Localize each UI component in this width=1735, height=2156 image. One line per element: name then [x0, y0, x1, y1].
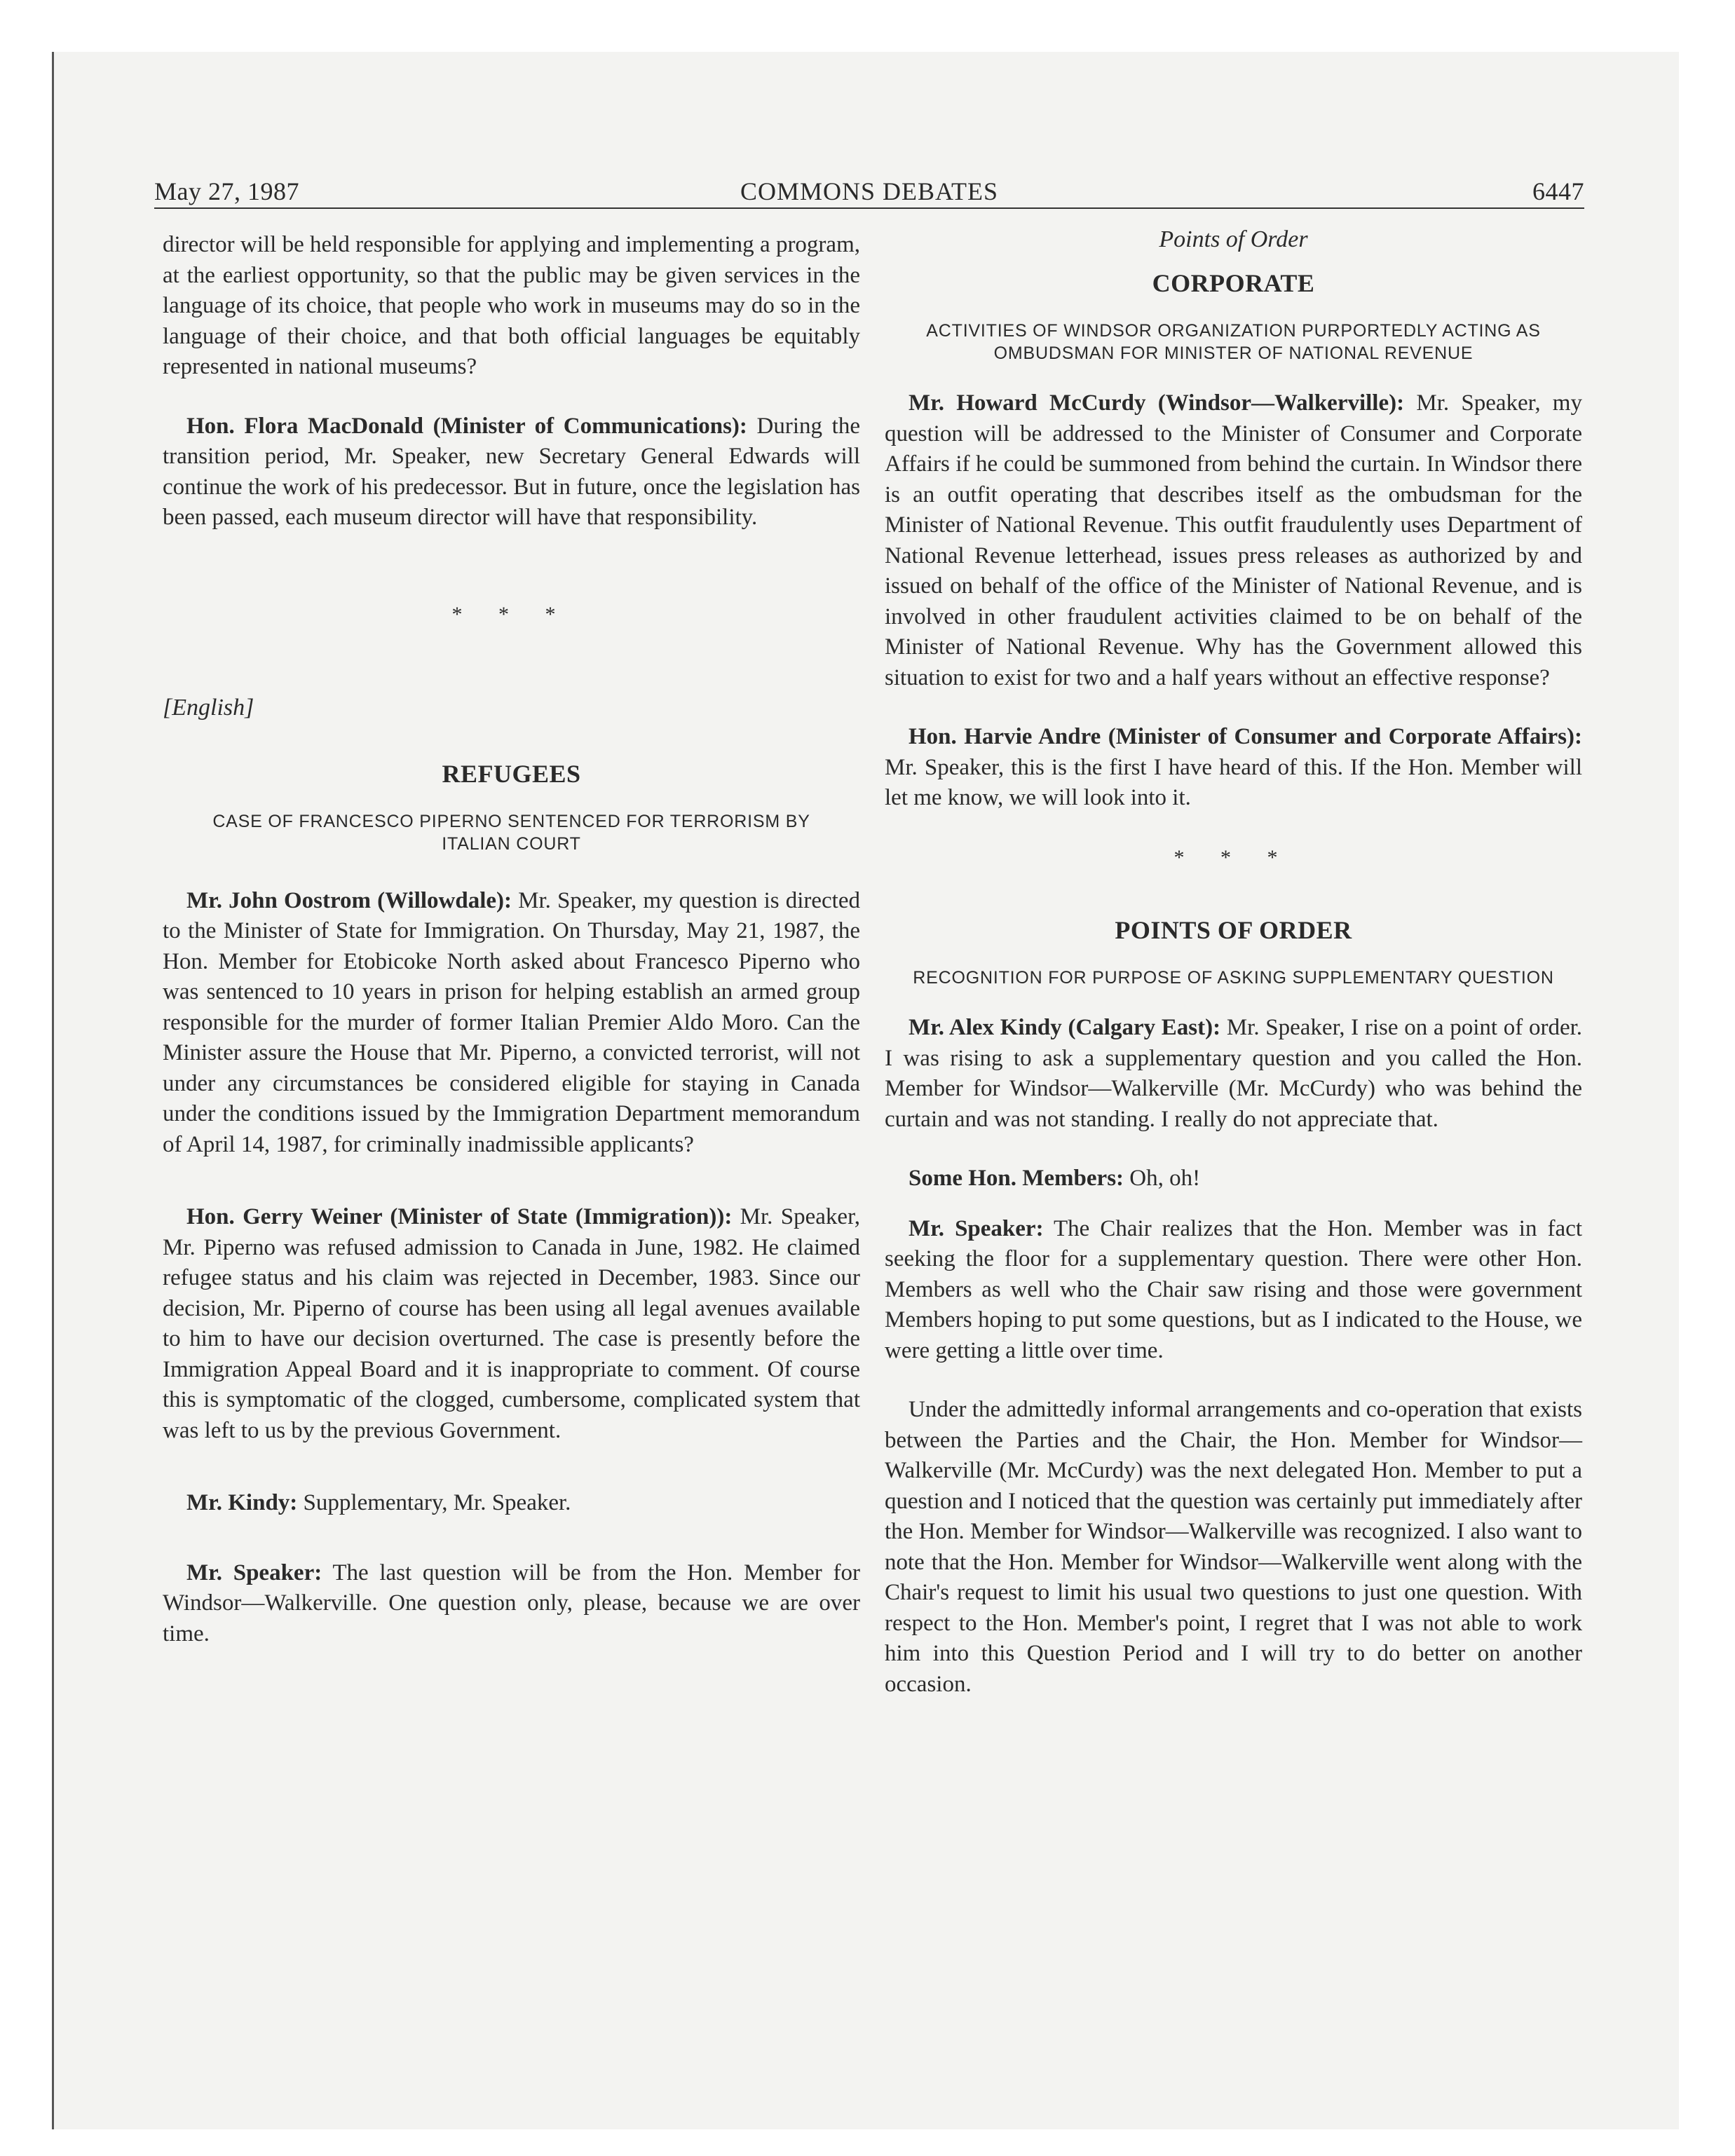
speech-text: Mr. Speaker, this is the first I have heard of this. If the Hon. Member will let me know, we will look into it.: [885, 754, 1582, 810]
header-page-number: 6447: [1532, 177, 1584, 205]
speech-text: Mr. Speaker, my question will be addressed to the Minister of Consumer and Corporate Affairs if he could be summoned from behind the curtain. In Windsor there is an outfit operating that describes itself as the ombudsman for the Minister of National Revenue. This outfit fraudulently uses Department of National Revenue letterhead, issues press releases as authorized by and issued on behalf of the office of the Minister of National Revenue, and is involved in other fraudulent activities claimed to be on behalf of the Minister of National Revenue. Why has the Government allowed this situation to exist for two and a half years without an effective response?: [885, 390, 1582, 690]
speech-kindy-supplementary: [163, 1488, 860, 1519]
section-heading-corporate: CORPORATE: [1152, 269, 1315, 297]
continued-question: director will be held responsible for applying and implementing a program, at the earliest opportunity, so that the public may be given services in the language of its choice, that people who work in museums may do so in the language of their choice, and that both official languages be equitably represented in national museums?: [163, 232, 860, 379]
section-heading-refugees: REFUGEES: [442, 759, 581, 788]
speech-mccurdy: [885, 388, 1582, 693]
header-journal-title: COMMONS DEBATES: [740, 177, 999, 205]
subheading-piperno: CASE OF FRANCESCO PIPERNO SENTENCED FOR TERRORISM BY ITALIAN COURT: [212, 811, 810, 854]
language-marker: [English]: [163, 695, 254, 721]
header-date: May 27, 1987: [154, 177, 299, 205]
speech-some-members: [885, 1164, 1582, 1194]
section-separator: * * *: [451, 602, 571, 626]
speech-macdonald: [163, 411, 860, 533]
speaker-name: Mr. Speaker:: [909, 1215, 1044, 1241]
speech-text: Oh, oh!: [1124, 1166, 1201, 1191]
speaker-name: Mr. John Oostrom (Willowdale):: [186, 887, 512, 913]
subheading-windsor-ombudsman: ACTIVITIES OF WINDSOR ORGANIZATION PURPORTEDLY ACTING AS OMBUDSMAN FOR MINISTER OF NATIONAL REVENUE: [926, 321, 1541, 363]
speech-speaker-ruling-continued: Under the admittedly informal arrangements and co-operation that exists between the Parties and the Chair, the Hon. Member for Windsor—Walkerville (Mr. McCurdy) was the next delegated Hon. Member to put a question and I noticed that the question was certainly put immediately after the Hon. Member for Windsor—Walkerville was recognized. I also want to note that the Hon. Member for Windsor—Walkerville went along with the Chair's request to limit his usual two questions to just one question. With respect to the Hon. Member's point, I regret that I was not able to work him into this Question Period and I will try to do better on another occasion.: [885, 1397, 1582, 1697]
speech-text: The Chair realizes that the Hon. Member was in fact seeking the floor for a supplementary question. There were other Hon. Members as well who the Chair saw rising and those were government Members hoping to put some questions, but as I indicated to the House, we were getting a little over time.: [885, 1215, 1582, 1363]
speech-text: Mr. Speaker, Mr. Piperno was refused admission to Canada in June, 1982. He claimed refugee status and his claim was rejected in December, 1983. Since our decision, Mr. Piperno of course has been using all legal avenues available to him to have our decision overturned. The case is presently before the Immigration Appeal Board and it is inappropriate to comment. Of course this is symptomatic of the clogged, cumbersome, complicated system that was left to us by the previous Government.: [163, 1204, 860, 1443]
speaker-name: Hon. Gerry Weiner (Minister of State (Immigration)):: [186, 1204, 733, 1229]
speech-speaker-ruling: [885, 1214, 1582, 1367]
speaker-name: Hon. Flora MacDonald (Minister of Communications):: [186, 413, 747, 439]
speech-text: During the transition period, Mr. Speaker, new Secretary General Edwards will continue the work of his predecessor. But in future, once the legislation has been passed, each museum director will have that responsibility.: [163, 413, 860, 530]
speech-oostrom: [163, 886, 860, 1161]
speech-text: The last question will be from the Hon. Member for Windsor—Walkerville. One question only, please, because we are over time.: [163, 1560, 860, 1646]
speaker-name: Hon. Harvie Andre (Minister of Consumer and Corporate Affairs):: [909, 724, 1582, 749]
speaker-name: Mr. Kindy:: [186, 1490, 298, 1515]
speech-text: Mr. Speaker, I rise on a point of order. I was rising to ask a supplementary question and you called the Hon. Member for Windsor—Walkerville (Mr. McCurdy) who was behind the curtain and was not standing. I really do not appreciate that.: [885, 1015, 1583, 1132]
speech-weiner: [163, 1202, 860, 1446]
speech-andre: [885, 722, 1582, 814]
speech-text: Supplementary, Mr. Speaker.: [297, 1490, 571, 1515]
left-column: [163, 230, 860, 1678]
speech-kindy-point-of-order: [885, 1013, 1582, 1135]
speaker-name: Mr. Alex Kindy (Calgary East):: [909, 1015, 1221, 1040]
subheading-supplementary: RECOGNITION FOR PURPOSE OF ASKING SUPPLEMENTARY QUESTION: [913, 968, 1554, 988]
section-separator: * * *: [1173, 845, 1293, 869]
speech-speaker-last-question: [163, 1558, 860, 1650]
speaker-name: Some Hon. Members:: [909, 1166, 1124, 1191]
speaker-name: Mr. Speaker:: [186, 1560, 322, 1585]
section-heading-points-of-order: POINTS OF ORDER: [1115, 916, 1352, 944]
page-header: [154, 172, 1584, 209]
speaker-name: Mr. Howard McCurdy (Windsor—Walkerville):: [909, 390, 1405, 416]
right-column: [885, 226, 1582, 1728]
running-head: Points of Order: [1159, 226, 1308, 252]
speech-text: Mr. Speaker, my question is directed to the Minister of State for Immigration. On Thursday, May 21, 1987, the Hon. Member for Etobicoke North asked about Francesco Piperno who was sentenced to 10 years in prison for helping establish an armed group responsible for the murder of former Italian Premier Aldo Moro. Can the Minister assure the House that Mr. Piperno, a convicted terrorist, will not under any circumstances be considered eligible for staying in Canada under the conditions issued by the Immigration Department memorandum of April 14, 1987, for criminally inadmissible applicants?: [163, 887, 861, 1157]
